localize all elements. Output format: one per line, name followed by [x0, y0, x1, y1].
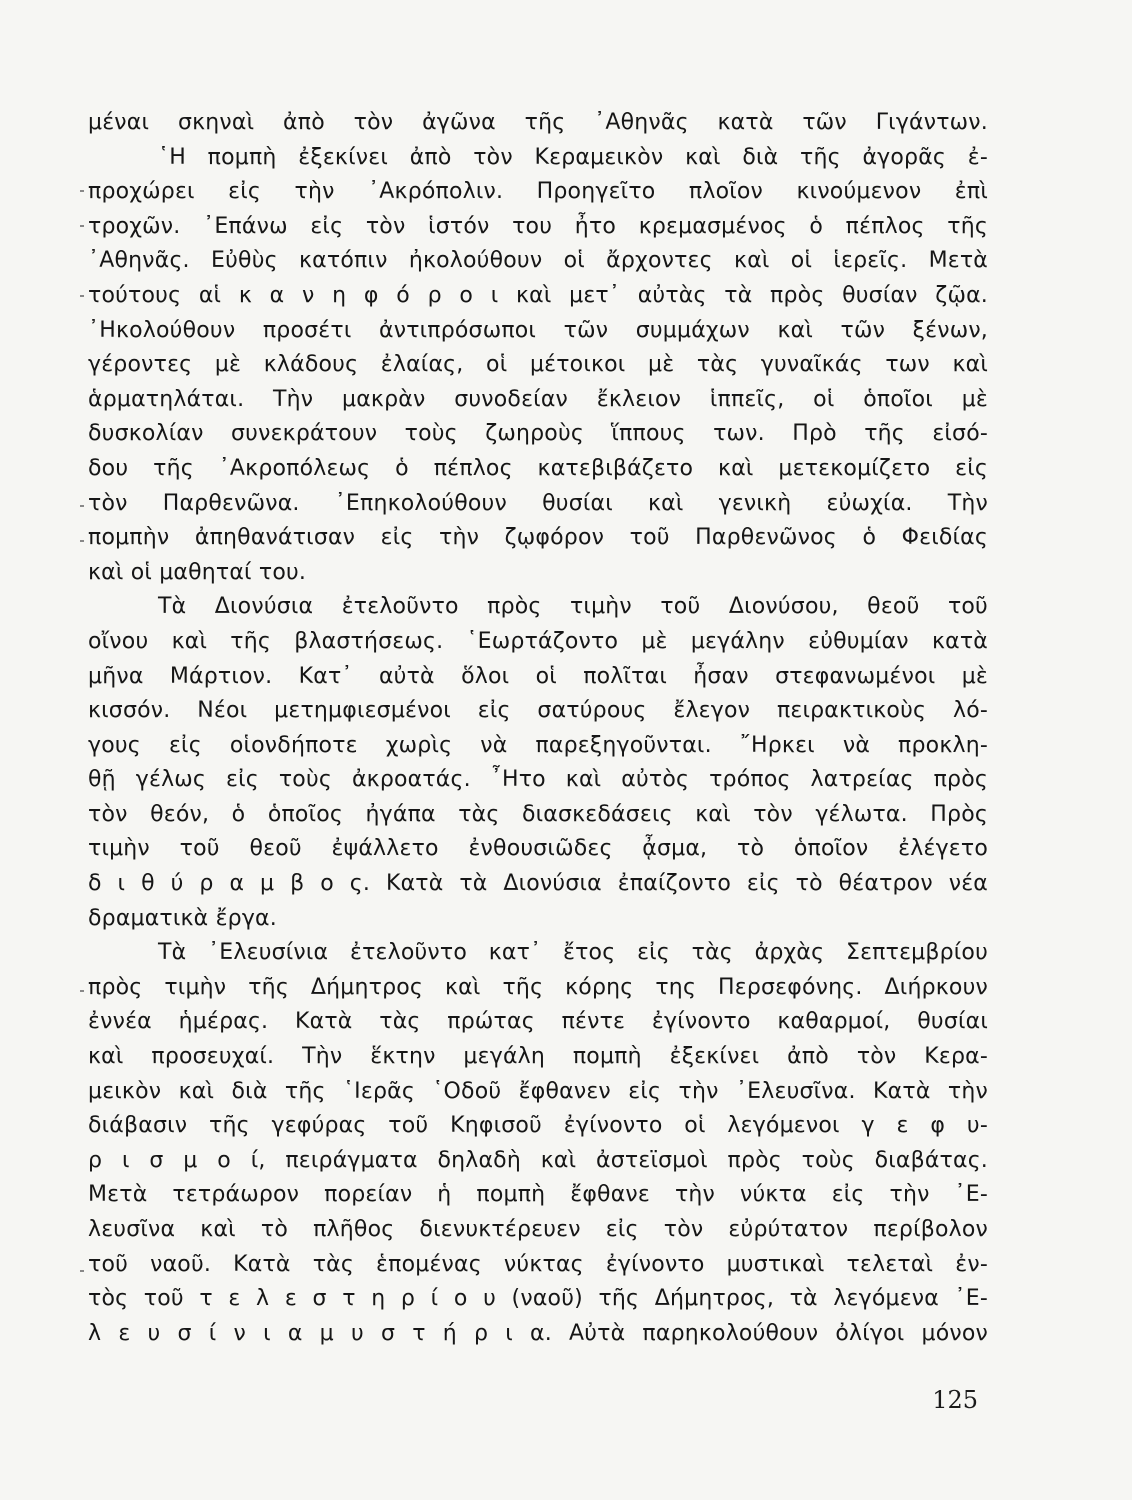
text-line: Τὰ ᾿Ελευσίνια ἐτελοῦντο κατ᾿ ἔτος εἰς τὰς ἀρχὰς Σεπτεμβρίου [158, 940, 988, 966]
text-line: θῇ γέλως εἰς τοὺς ἀκροατάς. ῏Ητο καὶ αὐτὸς τρόπος λατρείας πρὸς [88, 767, 988, 793]
text-line: πομπὴν ἀπηθανάτισαν εἰς τὴν ζῳφόρον τοῦ Παρθενῶνος ὁ Φειδίας [88, 525, 988, 551]
margin-mark [80, 225, 84, 227]
text-line: ἁρματηλάται. Τὴν μακρὰν συνοδείαν ἔκλειον ἱππεῖς, οἱ ὁποῖοι μὲ [88, 386, 988, 412]
body-text [88, 106, 988, 1351]
text-line: τὸς τοῦ τ ε λ ε σ τ η ρ ί ο υ (ναοῦ) τῆς Δήμητρος, τὰ λεγόμενα ᾿Ε- [88, 1286, 988, 1312]
text-line: Μετὰ τετράωρον πορείαν ἡ πομπὴ ἔφθανε τὴν νύκτα εἰς τὴν ᾿Ε- [88, 1182, 988, 1208]
text-line: τὸν θεόν, ὁ ὁποῖος ἠγάπα τὰς διασκεδάσεις καὶ τὸν γέλωτα. Πρὸς [88, 801, 988, 827]
text-line: τοῦ ναοῦ. Κατὰ τὰς ἑπομένας νύκτας ἐγίνοντο μυστικαὶ τελεταὶ ἐν- [88, 1251, 988, 1277]
text-line: καὶ προσευχαί. Τὴν ἕκτην μεγάλη πομπὴ ἐξεκίνει ἀπὸ τὸν Κερα- [88, 1044, 988, 1070]
text-line: καὶ οἱ μαθηταί του. [88, 559, 307, 585]
text-line: γέροντες μὲ κλάδους ἐλαίας, οἱ μέτοικοι μὲ τὰς γυναῖκάς των καὶ [88, 352, 988, 378]
text-line: γους εἰς οἱονδήποτε χωρὶς νὰ παρεξηγοῦνται. ῎Ηρκει νὰ προκλη- [88, 732, 988, 758]
margin-mark [80, 505, 84, 507]
text-line: πρὸς τιμὴν τῆς Δήμητρος καὶ τῆς κόρης της Περσεφόνης. Διήρκουν [88, 974, 988, 1000]
text-line: ἐννέα ἡμέρας. Κατὰ τὰς πρώτας πέντε ἐγίνοντο καθαρμοί, θυσίαι [88, 1009, 988, 1035]
text-line: λ ε υ σ ί ν ι α μ υ σ τ ή ρ ι α. Αὐτὰ παρηκολούθουν ὀλίγοι μόνον [88, 1320, 988, 1346]
margin-mark [80, 540, 84, 542]
text-line: ρ ι σ μ ο ί, πειράγματα δηλαδὴ καὶ ἀστεϊσμοὶ πρὸς τοὺς διαβάτας. [88, 1147, 988, 1173]
text-line: μέναι σκηναὶ ἀπὸ τὸν ἀγῶνα τῆς ᾿Αθηνᾶς κατὰ τῶν Γιγάντων. [88, 110, 988, 135]
margin-mark [80, 1270, 84, 1272]
text-line: ᾿Αθηνᾶς. Εὐθὺς κατόπιν ἠκολούθουν οἱ ἄρχοντες καὶ οἱ ἱερεῖς. Μετὰ [88, 248, 988, 274]
text-line: κισσόν. Νέοι μετημφιεσμένοι εἰς σατύρους ἔλεγον πειρακτικοὺς λό- [88, 698, 988, 724]
text-line: προχώρει εἰς τὴν ᾿Ακρόπολιν. Προηγεῖτο πλοῖον κινούμενον ἐπὶ [88, 179, 988, 205]
text-line: διάβασιν τῆς γεφύρας τοῦ Κηφισοῦ ἐγίνοντο οἱ λεγόμενοι γ ε φ υ- [88, 1113, 988, 1139]
margin-mark [80, 990, 84, 992]
page-number: 125 [932, 1386, 978, 1414]
text-line: μεικὸν καὶ διὰ τῆς ῾Ιερᾶς ῾Οδοῦ ἔφθανεν εἰς τὴν ᾿Ελευσῖνα. Κατὰ τὴν [88, 1078, 988, 1104]
text-line: δου τῆς ᾿Ακροπόλεως ὁ πέπλος κατεβιβάζετο καὶ μετεκομίζετο εἰς [88, 455, 988, 481]
text-line: τιμὴν τοῦ θεοῦ ἐψάλλετο ἐνθουσιῶδες ᾆσμα, τὸ ὁποῖον ἐλέγετο [88, 836, 988, 862]
text-line: μῆνα Μάρτιον. Κατ᾿ αὐτὰ ὅλοι οἱ πολῖται ἦσαν στεφανωμένοι μὲ [88, 663, 988, 689]
text-line: οἴνου καὶ τῆς βλαστήσεως. ῾Εωρτάζοντο μὲ μεγάλην εὐθυμίαν κατὰ [88, 628, 988, 654]
text-line: ᾿Ηκολούθουν προσέτι ἀντιπρόσωποι τῶν συμμάχων καὶ τῶν ξένων, [88, 317, 988, 343]
text-line: τὸν Παρθενῶνα. ᾿Επηκολούθουν θυσίαι καὶ γενικὴ εὐωχία. Τὴν [88, 490, 988, 516]
text-line: δ ι θ ύ ρ α μ β ο ς. Κατὰ τὰ Διονύσια ἐπαίζοντο εἰς τὸ θέατρον νέα [88, 871, 988, 897]
margin-mark [80, 295, 84, 297]
text-line: δραματικὰ ἔργα. [88, 905, 277, 931]
margin-mark [80, 190, 84, 192]
text-line: τροχῶν. ᾿Επάνω εἰς τὸν ἱστόν του ἦτο κρεμασμένος ὁ πέπλος τῆς [88, 213, 988, 239]
text-line: δυσκολίαν συνεκράτουν τοὺς ζωηροὺς ἵππους των. Πρὸ τῆς εἰσό- [88, 421, 988, 447]
text-line: ῾Η πομπὴ ἐξεκίνει ἀπὸ τὸν Κεραμεικὸν καὶ διὰ τῆς ἀγορᾶς ἐ- [158, 144, 988, 170]
text-line: τούτους αἱ κ α ν η φ ό ρ ο ι καὶ μετ᾿ αὐτὰς τὰ πρὸς θυσίαν ζῷα. [88, 282, 988, 308]
text-line: λευσῖνα καὶ τὸ πλῆθος διενυκτέρευεν εἰς τὸν εὐρύτατον περίβολον [88, 1217, 988, 1242]
text-line: Τὰ Διονύσια ἐτελοῦντο πρὸς τιμὴν τοῦ Διονύσου, θεοῦ τοῦ [158, 594, 988, 620]
